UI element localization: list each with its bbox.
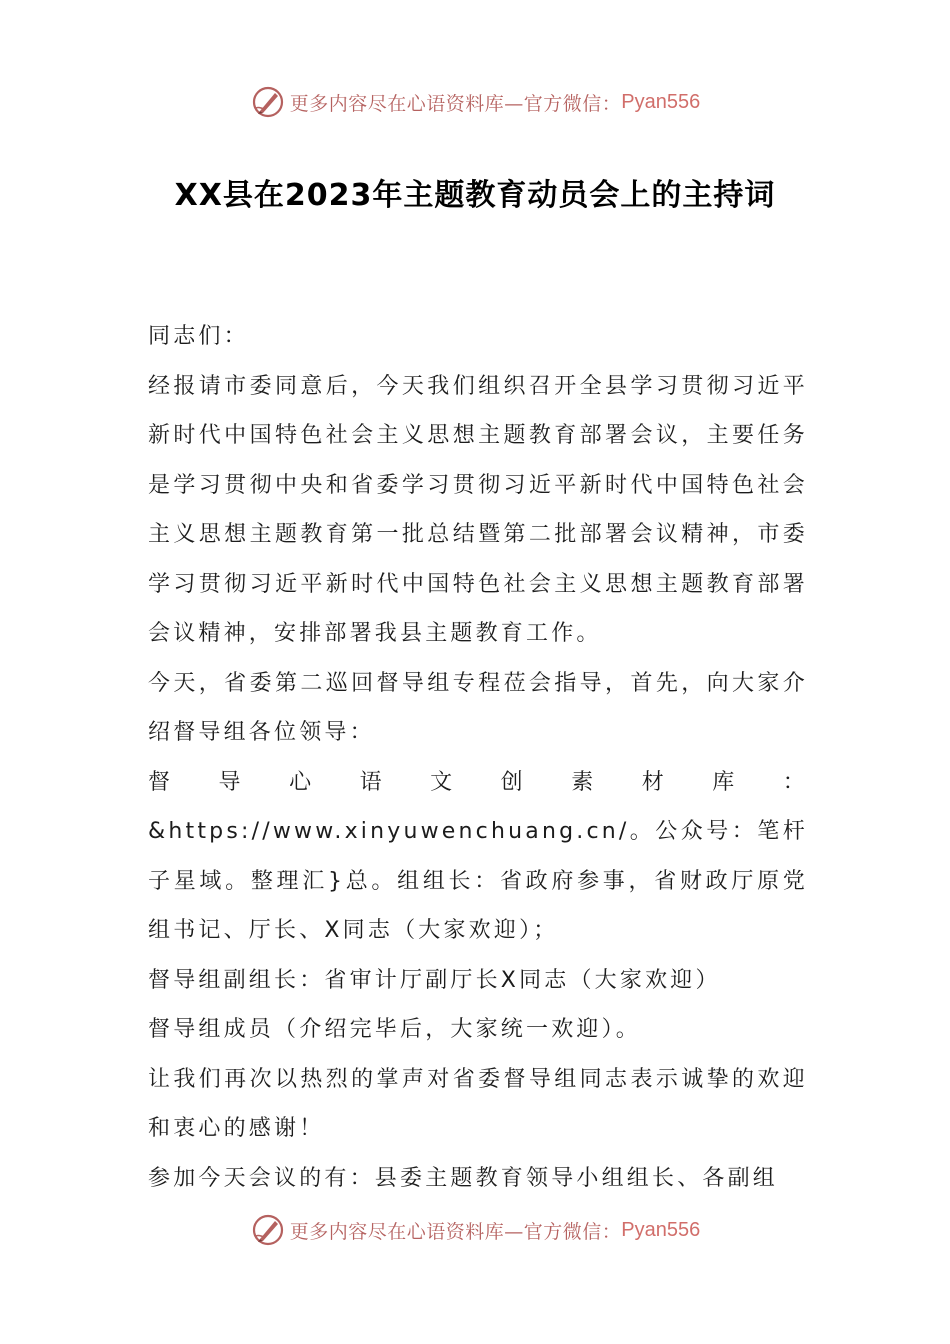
pen-logo-icon: [250, 1212, 286, 1248]
paragraph-greeting: 同志们：: [148, 324, 249, 349]
wechat-id: Pyan556: [621, 1218, 701, 1241]
footer-banner: [0, 1208, 950, 1252]
banner-text: 更多内容尽在心语资料库—官方微信：: [289, 92, 622, 115]
paragraph: 督导心语文创素材库：&https://www.xinyuwenchuang.cn/。公众号：笔杆子星域。整理汇}总。组组长：省政府参事，省财政厅原党组书记、厅长、X同志（大家欢迎）；: [148, 769, 808, 943]
header-banner: [0, 80, 950, 124]
paragraph: 参加今天会议的有：县委主题教育领导小组组长、各副组: [148, 1165, 779, 1191]
paragraph: 经报请市委同意后，今天我们组织召开全县学习贯彻习近平新时代中国特色社会主义思想主题教育部署会议，主要任务是学习贯彻中央和省委学习贯彻习近平新时代中国特色社会主义思想主题教育第一批总结暨第二批部署会议精神，市委学习贯彻习近平新时代中国特色社会主义思想主题教育部署会议精神，安排部署我县主题教育工作。: [148, 373, 808, 646]
paragraph: 今天，省委第二巡回督导组专程莅会指导，首先，向大家介绍督导组各位领导：: [148, 670, 808, 745]
wechat-id: Pyan556: [621, 90, 701, 113]
document-body: [148, 312, 808, 1203]
paragraph: 督导组副组长：省审计厅副厅长X同志（大家欢迎）: [148, 967, 721, 993]
paragraph: 让我们再次以热烈的掌声对省委督导组同志表示诚挚的欢迎和衷心的感谢！: [148, 1066, 808, 1141]
document-title: XX县在2023年主题教育动员会上的主持词: [174, 178, 776, 213]
banner-text: 更多内容尽在心语资料库—官方微信：: [289, 1220, 622, 1243]
paragraph: 督导组成员（介绍完毕后，大家统一欢迎）。: [148, 1017, 642, 1042]
pen-logo-icon: [250, 84, 286, 120]
